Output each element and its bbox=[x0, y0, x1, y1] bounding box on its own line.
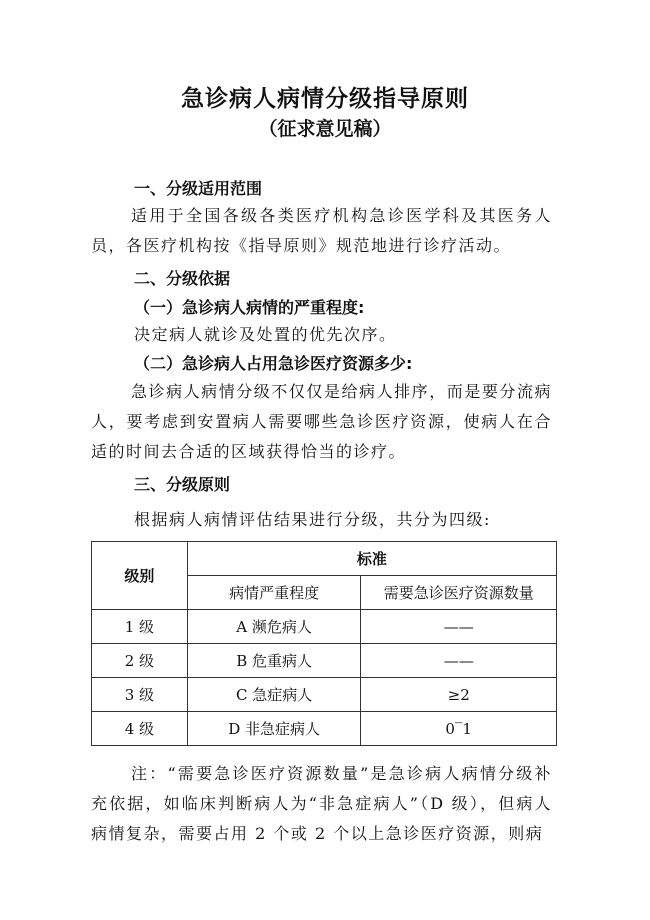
header-resources: 需要急诊医疗资源数量 bbox=[361, 576, 557, 610]
section-2-subheading-2: （二）急诊病人占用急诊医疗资源多少: bbox=[134, 354, 413, 373]
section-2-heading: 二、分级依据 bbox=[134, 269, 231, 288]
cell-level: 4 级 bbox=[92, 712, 188, 746]
section-2-subheading-1: （一）急诊病人病情的严重程度: bbox=[134, 298, 365, 317]
document-title: 急诊病人病情分级指导原则 bbox=[181, 86, 469, 112]
cell-level: 1 级 bbox=[92, 610, 188, 644]
table-row bbox=[92, 678, 557, 712]
table-row bbox=[92, 610, 557, 644]
section-3-heading: 三、分级原则 bbox=[134, 475, 231, 494]
grading-table bbox=[91, 541, 557, 746]
cell-severity: A 濒危病人 bbox=[187, 610, 361, 644]
table-row bbox=[92, 644, 557, 678]
header-standard: 标准 bbox=[187, 542, 556, 576]
cell-resources: —— bbox=[361, 610, 557, 644]
table-row bbox=[92, 712, 557, 746]
cell-level: 2 级 bbox=[92, 644, 188, 678]
section-3-text: 根据病人病情评估结果进行分级，共分为四级: bbox=[134, 510, 491, 529]
cell-resources: 0‾1 bbox=[361, 712, 557, 746]
cell-severity: B 危重病人 bbox=[187, 644, 361, 678]
section-1-heading: 一、分级适用范围 bbox=[134, 179, 263, 198]
section-2-sub2-paragraph: 急诊病人病情分级不仅仅是给病人排序，而是要分流病人，要考虑到安置病人需要哪些急诊医疗资源，使病人在合适的时间去合适的区域获得恰当的诊疗。 bbox=[91, 382, 552, 461]
header-severity: 病情严重程度 bbox=[187, 576, 361, 610]
section-1-paragraph: 适用于全国各级各类医疗机构急诊医学科及其医务人员，各医疗机构按《指导原则》规范地进行诊疗活动。 bbox=[91, 206, 552, 255]
cell-level: 3 级 bbox=[92, 678, 188, 712]
section-2-sub1-text: 决定病人就诊及处置的优先次序。 bbox=[134, 325, 397, 344]
cell-severity: D 非急症病人 bbox=[187, 712, 361, 746]
cell-resources: ≥2 bbox=[361, 678, 557, 712]
document-subtitle: （征求意见稿） bbox=[258, 118, 392, 140]
header-level: 级别 bbox=[92, 542, 188, 610]
table-note: 注：“需要急诊医疗资源数量”是急诊病人病情分级补充依据，如临床判断病人为“非急症病人”（D 级），但病人病情复杂，需要占用 2 个或 2 个以上急诊医疗资源，则病 bbox=[91, 764, 552, 843]
cell-severity: C 急症病人 bbox=[187, 678, 361, 712]
cell-resources: —— bbox=[361, 644, 557, 678]
